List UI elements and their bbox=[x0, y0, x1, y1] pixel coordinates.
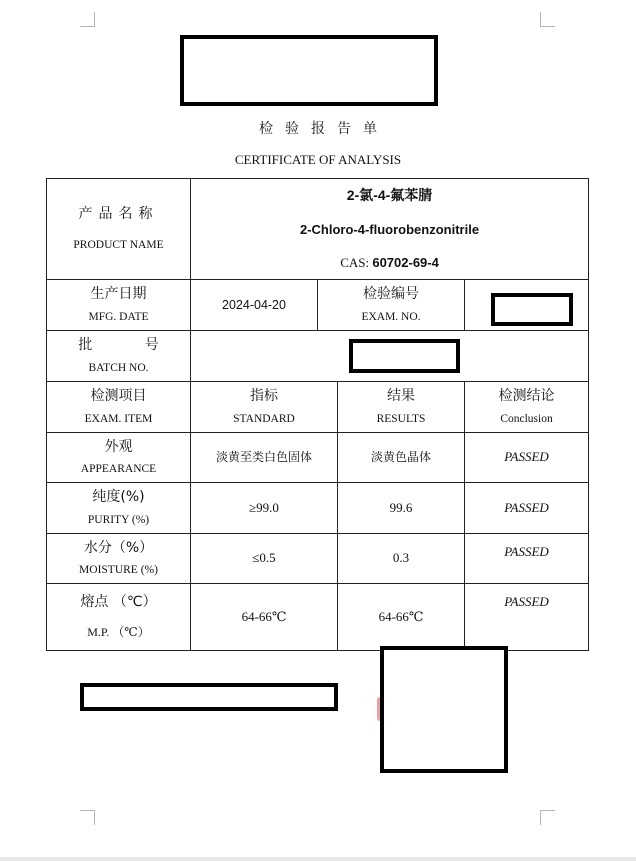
row-item-cell bbox=[47, 433, 191, 483]
col-standard-en: STANDARD bbox=[233, 412, 295, 425]
column-header-row bbox=[47, 382, 589, 433]
row-conclusion-value: PASSED bbox=[504, 594, 549, 609]
col-standard-cn: 指标 bbox=[250, 388, 278, 405]
crop-mark-bottom-left bbox=[80, 810, 95, 825]
mfg-label-cell bbox=[47, 280, 191, 331]
batch-value-cell bbox=[191, 331, 589, 382]
table-row bbox=[47, 534, 589, 584]
row-standard-value: ≥99.0 bbox=[249, 499, 279, 515]
table-row bbox=[47, 433, 589, 483]
col-item-en: EXAM. ITEM bbox=[84, 412, 153, 425]
row-item-cell bbox=[47, 534, 191, 584]
col-header-conclusion bbox=[465, 382, 589, 433]
row-conclusion-value: PASSED bbox=[504, 449, 549, 465]
document-title-chinese: 检验报告单 bbox=[259, 122, 389, 137]
mfg-row bbox=[47, 280, 589, 331]
document-title-english: CERTIFICATE OF ANALYSIS bbox=[234, 152, 402, 167]
product-label-cell bbox=[47, 179, 191, 280]
batch-row bbox=[47, 331, 589, 382]
row-result-value: 99.6 bbox=[389, 499, 413, 515]
batch-label-cell bbox=[47, 331, 191, 382]
col-item-cn: 检测项目 bbox=[90, 388, 147, 405]
col-header-standard bbox=[191, 382, 338, 433]
row-standard-value: 淡黄至类白色固体 bbox=[215, 450, 312, 465]
row-item-en: APPEARANCE bbox=[80, 463, 157, 476]
row-result-cell bbox=[338, 584, 465, 651]
crop-mark-bottom-right bbox=[540, 810, 555, 825]
product-label-cn: 产品名称 bbox=[78, 206, 159, 223]
product-value-cell bbox=[191, 179, 589, 280]
redacted-logo-box bbox=[180, 35, 438, 106]
exam-no-label-en: EXAM. NO. bbox=[361, 310, 421, 323]
table-row bbox=[47, 584, 589, 651]
row-item-cn: 熔点 （℃） bbox=[80, 593, 157, 610]
row-item-cn: 外观 bbox=[104, 438, 133, 455]
exam-no-value-cell bbox=[465, 280, 589, 331]
row-standard-cell bbox=[191, 433, 338, 483]
row-standard-cell bbox=[191, 483, 338, 534]
row-conclusion-cell bbox=[465, 433, 589, 483]
row-item-en: M.P. （℃） bbox=[87, 625, 150, 640]
col-header-item bbox=[47, 382, 191, 433]
table-row bbox=[47, 483, 589, 534]
crop-mark-top-left bbox=[80, 12, 95, 27]
col-results-cn: 结果 bbox=[387, 388, 415, 405]
row-conclusion-cell bbox=[465, 483, 589, 534]
row-standard-cell bbox=[191, 534, 338, 584]
col-header-results bbox=[338, 382, 465, 433]
row-item-cell bbox=[47, 584, 191, 651]
cas-value: 60702-69-4 bbox=[372, 254, 439, 270]
product-row bbox=[47, 179, 589, 280]
row-result-value: 0.3 bbox=[392, 550, 410, 566]
mfg-date-value: 2024-04-20 bbox=[222, 297, 286, 312]
row-conclusion-value: PASSED bbox=[504, 499, 549, 515]
redacted-stamp bbox=[380, 646, 508, 773]
row-result-cell bbox=[338, 483, 465, 534]
cas-label: CAS: bbox=[340, 254, 370, 270]
row-standard-value: 64-66℃ bbox=[241, 608, 287, 624]
row-result-value: 淡黄色晶体 bbox=[370, 450, 431, 465]
analysis-table bbox=[46, 178, 589, 651]
redacted-batch-number bbox=[349, 339, 460, 373]
row-item-en: PURITY (%) bbox=[87, 513, 150, 526]
page-bottom-edge bbox=[0, 857, 636, 861]
mfg-label-en: MFG. DATE bbox=[88, 310, 149, 323]
col-conclusion-en: Conclusion bbox=[500, 412, 553, 425]
row-standard-value: ≤0.5 bbox=[252, 550, 276, 566]
mfg-date-cell bbox=[191, 280, 318, 331]
product-name-en: 2-Chloro-4-fluorobenzonitrile bbox=[299, 221, 480, 237]
row-result-value: 64-66℃ bbox=[378, 608, 424, 624]
row-item-cn: 水分（%） bbox=[83, 539, 154, 556]
row-result-cell bbox=[338, 433, 465, 483]
row-result-cell bbox=[338, 534, 465, 584]
batch-label-en: BATCH NO. bbox=[88, 361, 149, 374]
row-conclusion-cell bbox=[465, 534, 589, 584]
exam-no-label-cn: 检验编号 bbox=[363, 286, 419, 303]
row-conclusion-value: PASSED bbox=[504, 544, 549, 559]
cas-line bbox=[191, 255, 588, 271]
product-name-cn: 2-氯-4-氟苯腈 bbox=[346, 187, 433, 203]
row-conclusion-cell bbox=[465, 584, 589, 651]
redacted-signature bbox=[80, 683, 338, 711]
col-conclusion-cn: 检测结论 bbox=[498, 388, 555, 405]
row-standard-cell bbox=[191, 584, 338, 651]
mfg-label-cn: 生产日期 bbox=[90, 286, 147, 303]
row-item-cn: 纯度(%) bbox=[92, 489, 145, 506]
redacted-exam-number bbox=[491, 293, 573, 326]
product-label-en: PRODUCT NAME bbox=[73, 238, 164, 251]
exam-no-label-cell bbox=[318, 280, 465, 331]
row-item-en: MOISTURE (%) bbox=[79, 564, 158, 577]
crop-mark-top-right bbox=[540, 12, 555, 27]
col-results-en: RESULTS bbox=[376, 412, 426, 425]
batch-label-cn: 批 号 bbox=[78, 337, 183, 354]
row-item-cell bbox=[47, 483, 191, 534]
